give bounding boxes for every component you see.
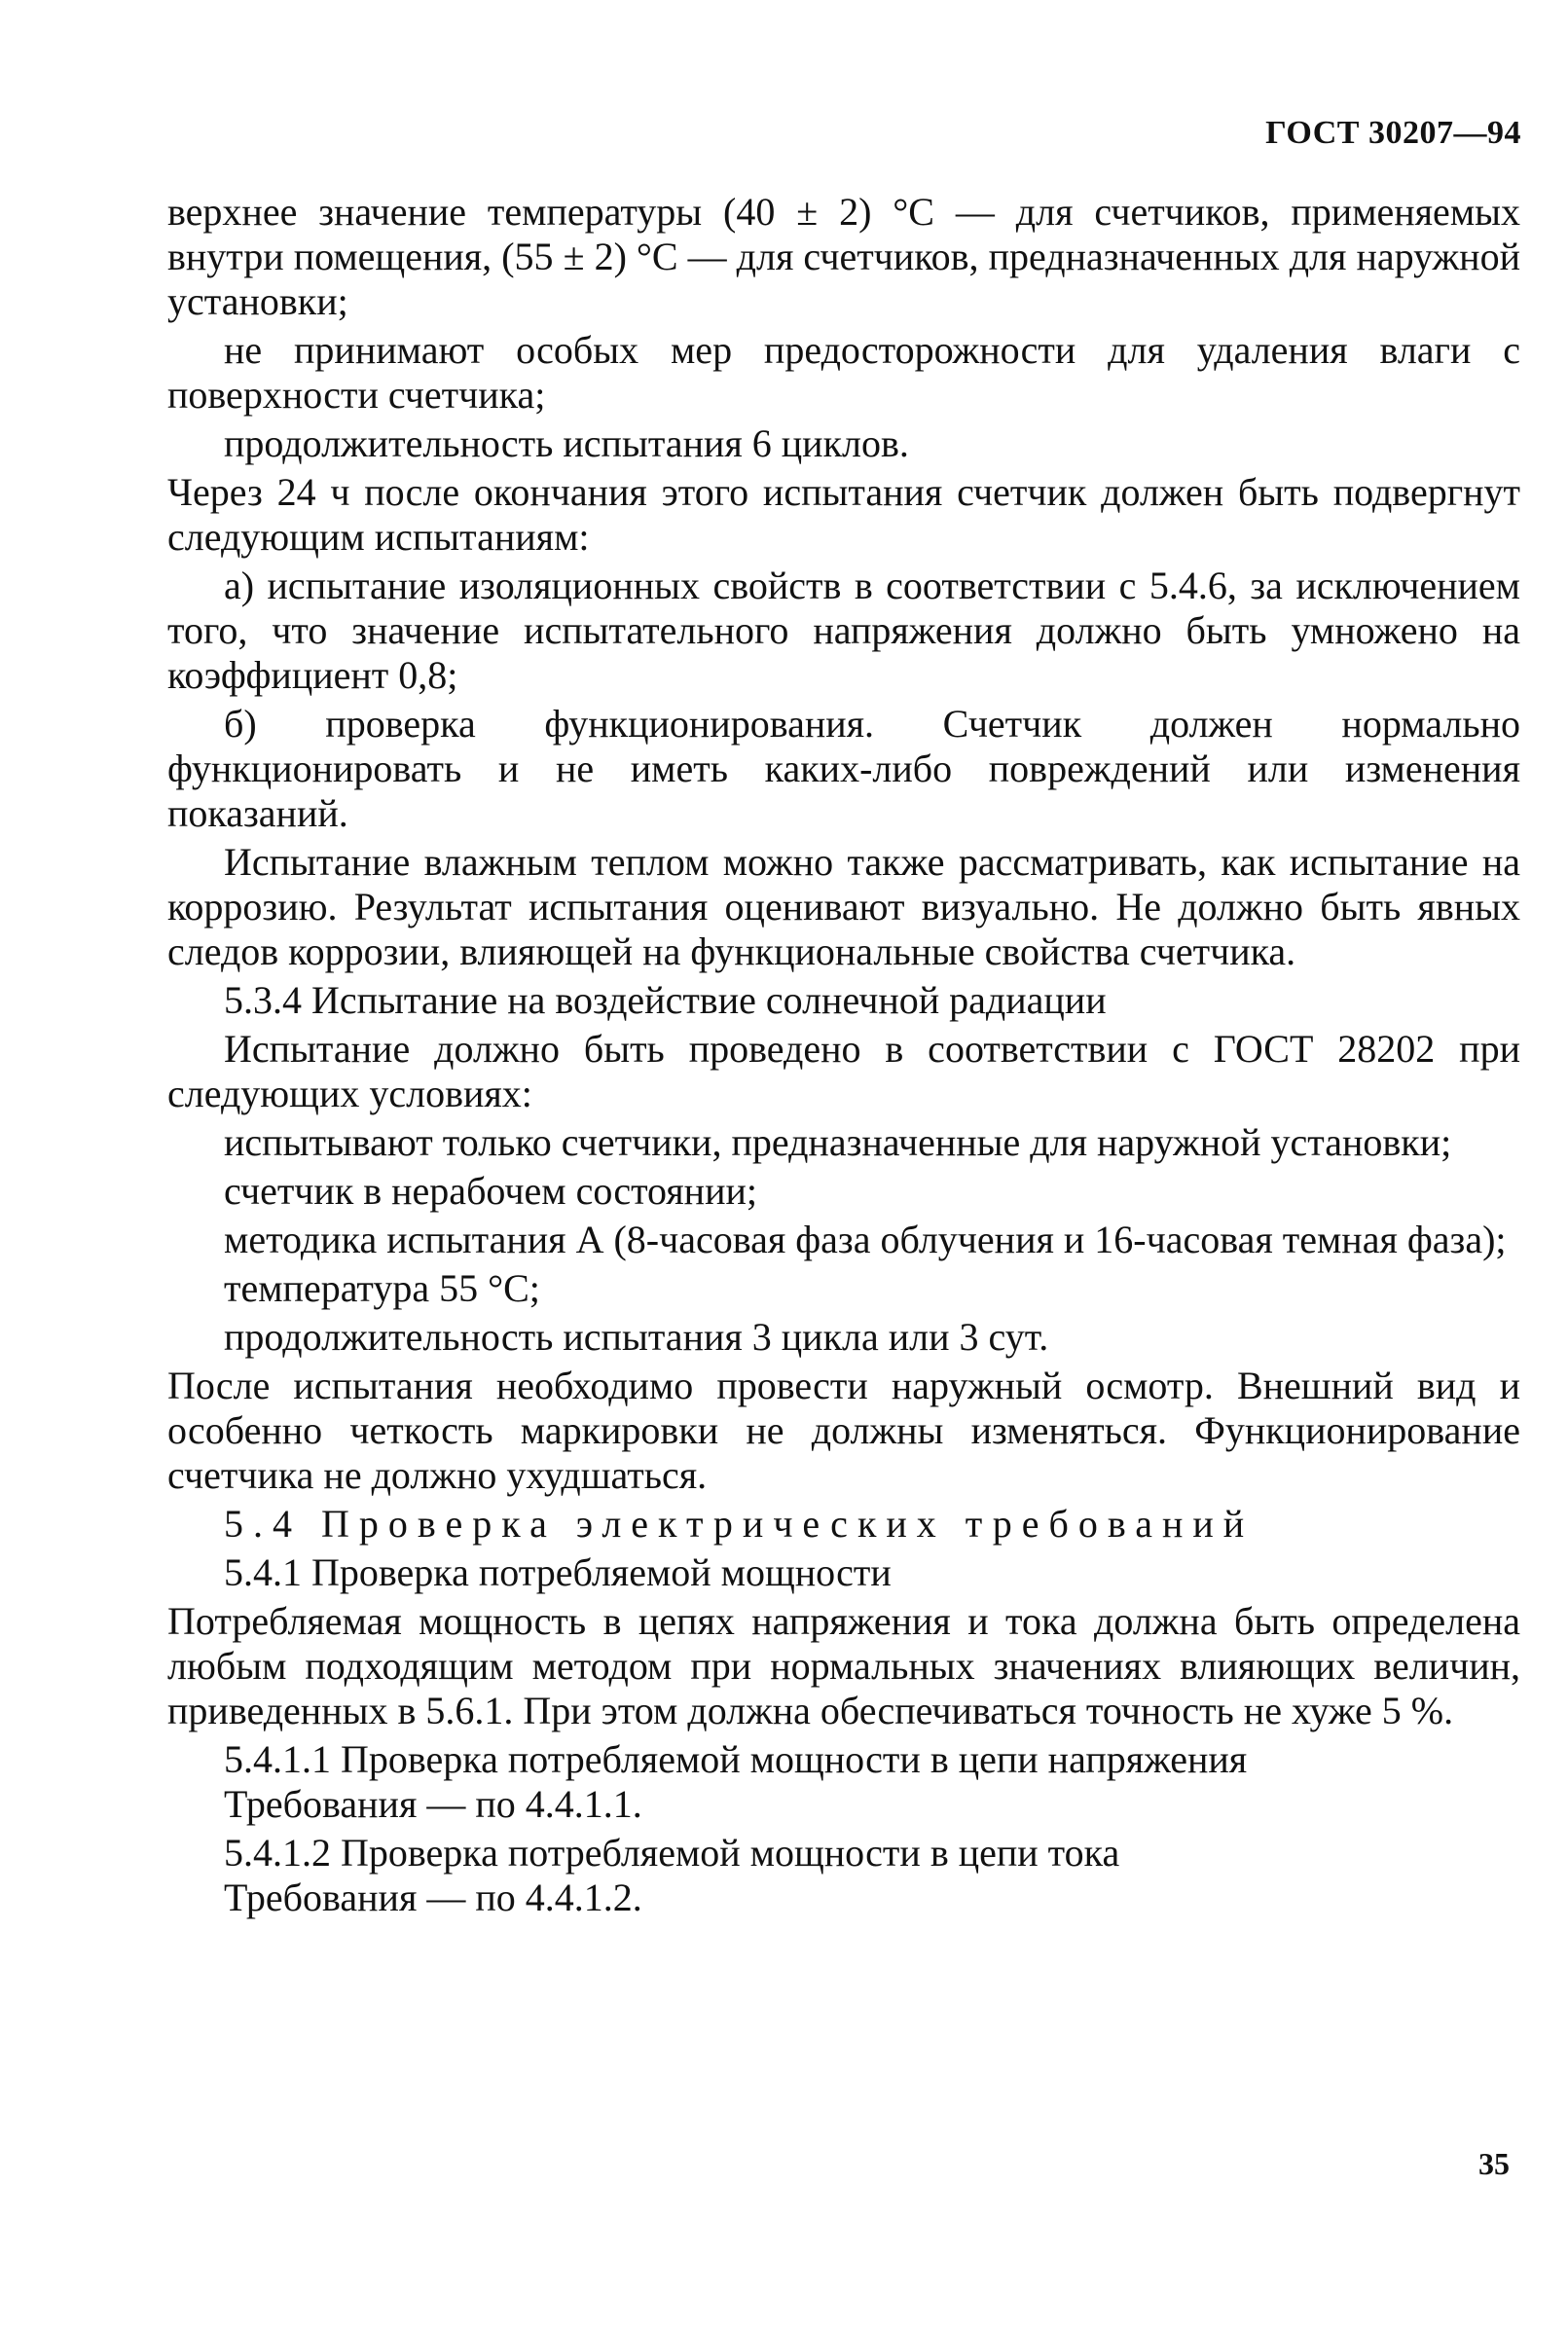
paragraph-duration-6-cycles: продолжительность испытания 6 циклов. (224, 421, 909, 465)
paragraph-power-consumption: Потребляемая мощность в цепях напряжения и тока должна быть определена любым подходящим методом при нормальных значениях влияющих величин, приведенных в 5.6.1. При этом должна обеспечиваться точность не хуже 5 %. (167, 1599, 1520, 1732)
paragraph-method-a: методика испытания А (8-часовая фаза облучения и 16-часовая темная фаза); (224, 1218, 1507, 1261)
heading-5-3-4: 5.3.4 Испытание на воздействие солнечной радиации (224, 978, 1107, 1022)
heading-5-4-1-2: 5.4.1.2 Проверка потребляемой мощности в цепи тока (224, 1831, 1120, 1875)
paragraph-no-precautions: не принимают особых мер предосторожности для удаления влаги с поверхности счетчика; (167, 328, 1520, 417)
standard-reference: ГОСТ 30207—94 (1265, 115, 1521, 151)
heading-5-4-1: 5.4.1 Проверка потребляемой мощности (224, 1550, 892, 1594)
page-number: 35 (1478, 2146, 1510, 2181)
paragraph-inspection: После испытания необходимо провести наружный осмотр. Внешний вид и особенно четкость маркировки не должны изменяться. Функционирование счетчика не должно ухудшаться. (167, 1364, 1520, 1497)
paragraph-corrosion: Испытание влажным теплом можно также рассматривать, как испытание на коррозию. Результат испытания оценивают визуально. Не должно быть явных следов коррозии, влияющей на функциональные свойства счетчика. (167, 840, 1520, 973)
paragraph-non-working-state: счетчик в нерабочем состоянии; (224, 1169, 757, 1213)
paragraph-outdoor-only: испытывают только счетчики, предназначенные для наружной установки; (224, 1120, 1452, 1164)
paragraph-item-a: а) испытание изоляционных свойств в соответствии с 5.4.6, за исключением того, что значение испытательного напряжения должно быть умножено на коэффициент 0,8; (167, 564, 1520, 697)
paragraph-requirements-4-4-1-2: Требования — по 4.4.1.2. (224, 1876, 642, 1919)
heading-5-4: 5.4 Проверка электрических требований (224, 1502, 1255, 1546)
paragraph-upper-temperature: верхнее значение температуры (40 ± 2) °С — для счетчиков, применяемых внутри помещения, (55 ± 2) °С — для счетчиков, предназначенных для наружной установки; (167, 190, 1520, 323)
body-text (167, 190, 1520, 1920)
paragraph-gost-28202: Испытание должно быть проведено в соответствии с ГОСТ 28202 при следующих условиях: (167, 1027, 1520, 1115)
heading-5-4-1-1: 5.4.1.1 Проверка потребляемой мощности в цепи напряжения (224, 1737, 1248, 1781)
paragraph-temperature-55: температура 55 °С; (224, 1266, 540, 1310)
paragraph-after-24h: Через 24 ч после окончания этого испытания счетчик должен быть подвергнут следующим испытаниям: (167, 470, 1520, 559)
paragraph-requirements-4-4-1-1: Требования — по 4.4.1.1. (224, 1782, 642, 1826)
paragraph-item-b: б) проверка функционирования. Счетчик должен нормально функционировать и не иметь каких-либо повреждений или изменения показаний. (167, 702, 1520, 835)
paragraph-duration-3-cycles: продолжительность испытания 3 цикла или 3 сут. (224, 1315, 1049, 1359)
